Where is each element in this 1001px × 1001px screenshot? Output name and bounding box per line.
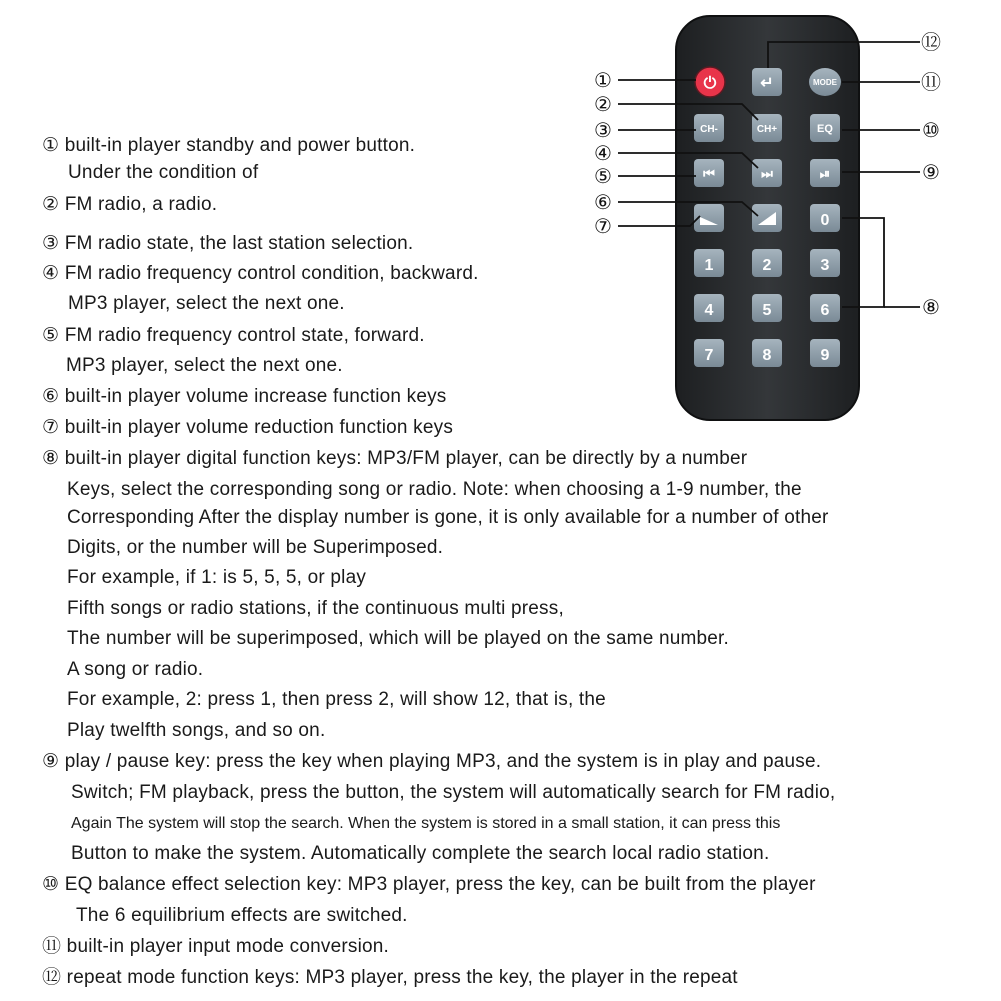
item-8-line-9: For example, 2: press 1, then press 2, will show 12, that is, the	[67, 689, 606, 710]
item-9-line-1: ⑨ play / pause key: press the key when playing MP3, and the system is in play and pause.	[42, 751, 822, 772]
item-9-line-4: Button to make the system. Automatically complete the search local radio station.	[71, 843, 770, 864]
callout-1: ①	[594, 70, 612, 92]
digit-9-label: 9	[820, 347, 830, 364]
callout-11: ⑪	[921, 72, 941, 94]
callout-6: ⑥	[594, 192, 612, 214]
callout-5: ⑤	[594, 166, 612, 188]
item-10-line-2: The 6 equilibrium effects are switched.	[76, 905, 408, 926]
item-3-line-1: ③ FM radio state, the last station selection.	[42, 233, 414, 254]
item-8-line-1: ⑧ built-in player digital function keys: MP3/FM player, can be directly by a number	[42, 448, 748, 469]
digit-0-label: 0	[820, 212, 830, 229]
item-10-line-1: ⑩ EQ balance effect selection key: MP3 player, press the key, can be built from the player	[42, 874, 816, 895]
callout-2: ②	[594, 94, 612, 116]
repeat-icon: ↵	[760, 75, 774, 92]
volume-up-button[interactable]	[752, 204, 782, 232]
item-8-line-3: Corresponding After the display number is gone, it is only available for a number of other	[67, 507, 829, 528]
item-2-line-1: ② FM radio, a radio.	[42, 194, 218, 215]
item-11-line-1: ⑪ built-in player input mode conversion.	[42, 936, 390, 957]
digit-5-label: 5	[762, 302, 772, 319]
item-7-line-1: ⑦ built-in player volume reduction function keys	[42, 417, 454, 438]
callout-4: ④	[594, 143, 612, 165]
callout-8: ⑧	[922, 297, 940, 319]
item-8-line-7: The number will be superimposed, which will be played on the same number.	[67, 628, 729, 649]
ch-minus-label: CH-	[700, 124, 718, 135]
item-1-line-1: ① built-in player standby and power button.	[42, 135, 416, 156]
callout-9: ⑨	[922, 162, 940, 184]
item-9-line-2: Switch; FM playback, press the button, the system will automatically search for FM radio,	[71, 782, 836, 803]
item-1-line-2: Under the condition of	[68, 162, 259, 183]
digit-6-label: 6	[820, 302, 830, 319]
power-icon: ⏻	[703, 75, 717, 92]
digit-1-label: 1	[704, 257, 714, 274]
item-8-line-8: A song or radio.	[67, 659, 204, 680]
callout-10: ⑩	[922, 120, 940, 142]
digit-8-label: 8	[762, 347, 772, 364]
digit-4-label: 4	[704, 302, 714, 319]
item-8-line-4: Digits, or the number will be Superimposed.	[67, 537, 444, 558]
item-6-line-1: ⑥ built-in player volume increase function keys	[42, 386, 447, 407]
mode-label: MODE	[813, 78, 837, 87]
item-8-line-5: For example, if 1: is 5, 5, 5, or play	[67, 567, 367, 588]
next-icon: ⏭	[761, 166, 773, 181]
item-8-line-10: Play twelfth songs, and so on.	[67, 720, 326, 741]
callout-3: ③	[594, 120, 612, 142]
item-4-line-2: MP3 player, select the next one.	[68, 293, 345, 314]
item-12-line-1: ⑫ repeat mode function keys: MP3 player, press the key, the player in the repeat	[42, 967, 738, 988]
digit-2-label: 2	[762, 257, 772, 274]
ch-plus-label: CH+	[756, 124, 778, 135]
item-5-line-2: MP3 player, select the next one.	[66, 355, 343, 376]
item-4-line-1: ④ FM radio frequency control condition, backward.	[42, 263, 479, 284]
item-8-line-2: Keys, select the corresponding song or radio. Note: when choosing a 1-9 number, the	[67, 479, 802, 500]
item-5-line-1: ⑤ FM radio frequency control state, forward.	[42, 325, 425, 346]
callout-7: ⑦	[594, 216, 612, 238]
item-8-line-6: Fifth songs or radio stations, if the continuous multi press,	[67, 598, 564, 619]
eq-label: EQ	[817, 123, 833, 135]
digit-7-label: 7	[704, 347, 714, 364]
item-9-line-3: Again The system will stop the search. When the system is stored in a small station, it can press this	[71, 815, 781, 832]
previous-icon: ⏮	[703, 166, 715, 181]
digit-3-label: 3	[820, 257, 830, 274]
play-pause-icon: ⏯	[819, 166, 831, 181]
callout-12: ⑫	[921, 32, 941, 54]
